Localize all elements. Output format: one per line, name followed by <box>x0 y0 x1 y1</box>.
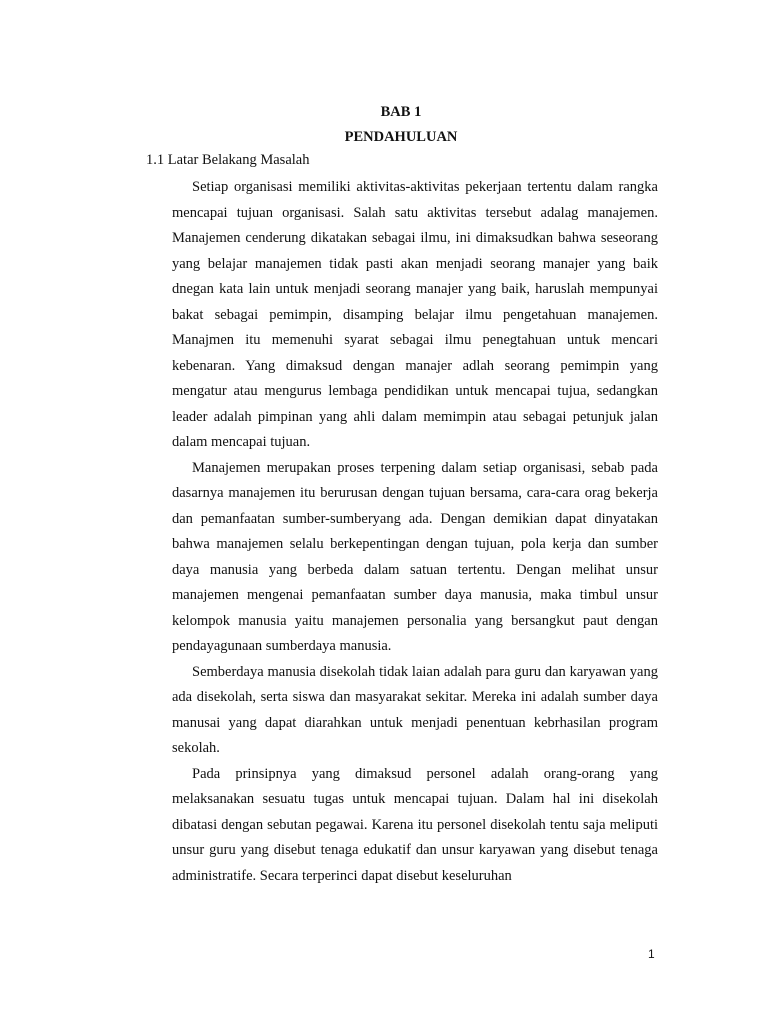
page-number: 1 <box>648 947 655 961</box>
paragraph: Semberdaya manusia disekolah tidak laian adalah para guru dan karyawan yang ada disekolah, serta siswa dan masyarakat sekitar. Mereka ini adalah sumber daya manusai yang dapat diarahkan untuk menjadi penentuan kebrhasilan program sekolah. <box>172 663 658 756</box>
paragraph: Manajemen merupakan proses terpening dalam setiap organisasi, sebab pada dasarnya manajemen itu berurusan dengan tujuan bersama, cara-cara orag bekerja dan pemanfaatan sumber-sumberyang ada. Dengan demikian dapat dinyatakan bahwa manajemen selalu berkepentingan dengan tujuan, pola kerja dan sumber daya manusia yang berbeda dalam satuan tertentu. Dengan melihat unsur manajemen mengenai pemanfaatan sumber daya manusia, maka timbul unsur kelompok manusia yaitu manajemen personalia yang bersangkut paut dengan pendayagunaan sumberdaya manusia. <box>172 459 658 654</box>
paragraph: Setiap organisasi memiliki aktivitas-aktivitas pekerjaan tertentu dalam rangka mencapai tujuan organisasi. Salah satu aktivitas tersebut adalag manajemen. Manajemen cenderung dikatakan sebagai ilmu, ini dimaksudkan bahwa seseorang yang belajar manajemen tidak pasti akan menjadi seorang manajer yang baik dnegan kata lain untuk menjadi seorang manajer yang baik, haruslah mempunyai bakat sebagai pemimpin, disamping belajar ilmu pengetahuan manajemen. Manajmen itu memenuhi syarat sebagai ilmu penegtahuan untuk mencari kebenaran. Yang dimaksud dengan manajer adlah seorang pemimpin yang mengatur atau mengurus lembaga pendidikan untuk mencapai tujua, sedangkan leader adalah pimpinan yang ahli dalam memimpin atau sebagai petunjuk jalan dalam mencapai tujuan. <box>172 179 658 450</box>
chapter-title: PENDAHULUAN <box>344 129 458 145</box>
section-heading: 1.1 Latar Belakang Masalah <box>146 152 310 168</box>
body-text <box>172 175 658 889</box>
paragraph: Pada prinsipnya yang dimaksud personel adalah orang-orang yang melaksanakan sesuatu tugas untuk mencapai tujuan. Dalam hal ini disekolah dibatasi dengan sebutan pegawai. Karena itu personel disekolah tentu saja meliputi unsur guru yang disebut tenaga edukatif dan unsur karyawan yang disebut tenaga administratife. Secara terperinci dapat disebut keseluruhan <box>172 765 658 884</box>
chapter-number: BAB 1 <box>380 104 422 120</box>
